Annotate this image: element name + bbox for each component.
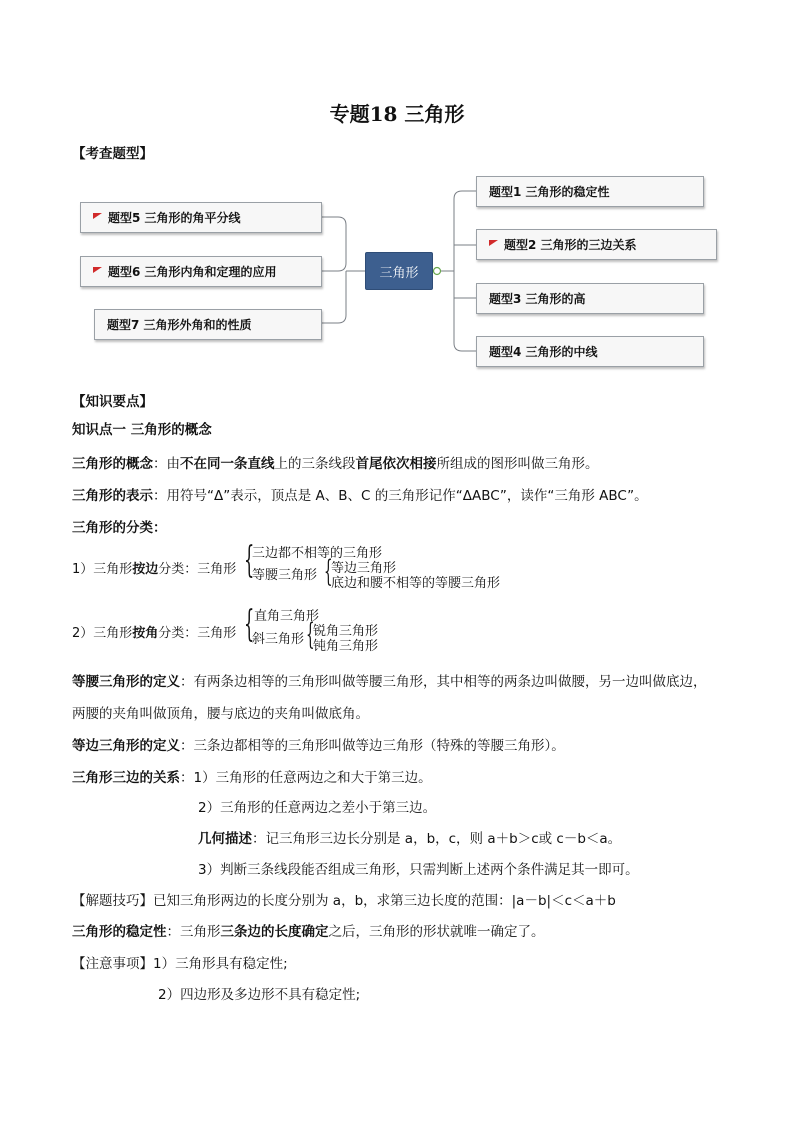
mindmap-node-label: 题型3 三角形的高 xyxy=(489,292,586,306)
isosceles-text: ：有两条边相等的三角形叫做等腰三角形，其中相等的两条边叫做腰，另一边叫做底边， xyxy=(180,674,707,690)
mindmap-node-type5[interactable] xyxy=(80,202,322,233)
stability-emphasis: 三条边的长度确定 xyxy=(220,924,329,940)
sides-label: 三角形三边的关系 xyxy=(72,770,180,786)
stability-line xyxy=(72,920,545,940)
sides-rule-1: ：1）三角形的任意两边之和大于第三边。 xyxy=(180,770,432,786)
concept-text: 所组成的图形叫做三角形。 xyxy=(436,456,599,472)
equilateral-text: ：三条边都相等的三角形叫做等边三角形（特殊的等腰三角形）。 xyxy=(180,738,565,754)
classification-by-sides xyxy=(72,558,236,577)
classification-by-angles xyxy=(72,622,236,641)
class-prefix: 1）三角形 xyxy=(72,562,133,577)
class2-item-b1: 锐角三角形 xyxy=(313,624,379,639)
brace-icon: { xyxy=(244,540,255,581)
mindmap-node-label: 题型2 三角形的三边关系 xyxy=(504,238,637,252)
mindmap-node-label: 题型4 三角形的中线 xyxy=(489,345,598,359)
mindmap-node-label: 题型5 三角形的角平分线 xyxy=(108,211,241,225)
mindmap-node-label: 题型7 三角形外角和的性质 xyxy=(107,318,252,332)
notation-text: ：用符号“Δ”表示，顶点是 A、B、C 的三角形记作“ΔABC”，读作“三角形 ABC”。 xyxy=(153,488,648,504)
stability-label: 三角形的稳定性 xyxy=(72,924,167,940)
concept-text: ：由 xyxy=(153,456,180,472)
concept-emphasis: 不在同一条直线 xyxy=(180,456,275,472)
notes-line xyxy=(72,952,288,972)
mindmap-center-node[interactable]: 三角形 xyxy=(365,252,433,290)
mindmap-node-type4[interactable] xyxy=(476,336,704,367)
class1-item-b1: 等边三角形 xyxy=(331,561,397,576)
isosceles-definition-cont: 两腰的夹角叫做顶角，腰与底边的夹角叫做底角。 xyxy=(72,706,369,722)
brace-icon: { xyxy=(324,554,333,589)
class-suffix: 分类：三角形 xyxy=(158,626,237,641)
sides-rule-2: 2）三角形的任意两边之差小于第三边。 xyxy=(198,800,437,816)
equilateral-label: 等边三角形的定义 xyxy=(72,738,180,754)
section-question-types: 【考查题型】 xyxy=(72,146,153,162)
solving-tip: 【解题技巧】已知三角形两边的长度分别为 a，b，求第三边长度的范围：|a－b|＜c＜a＋b xyxy=(72,893,616,909)
sides-rule-3: 3）判断三条线段能否组成三角形，只需判断上述两个条件满足其一即可。 xyxy=(198,862,639,878)
concept-emphasis: 首尾依次相接 xyxy=(355,456,437,472)
isosceles-label: 等腰三角形的定义 xyxy=(72,674,180,690)
concept-line xyxy=(72,452,599,472)
mindmap-node-type7[interactable] xyxy=(94,309,322,340)
class-bold: 按角 xyxy=(132,626,159,641)
notation-label: 三角形的表示 xyxy=(72,488,153,504)
mindmap-node-type6[interactable] xyxy=(80,256,322,287)
isosceles-definition xyxy=(72,670,707,690)
concept-text: 上的三条线段 xyxy=(274,456,356,472)
knowledge-point-title: 知识点一 三角形的概念 xyxy=(72,422,212,438)
classification-label: 三角形的分类： xyxy=(72,520,167,536)
mindmap-node-label: 题型6 三角形内角和定理的应用 xyxy=(108,265,277,279)
sides-relation xyxy=(72,766,432,786)
flag-icon xyxy=(489,240,498,246)
class1-item-b2: 底边和腰不相等的等腰三角形 xyxy=(331,576,501,591)
notation-line xyxy=(72,484,648,504)
class2-item-b: 斜三角形 xyxy=(252,632,305,647)
stability-text: ：三角形 xyxy=(166,924,221,940)
mindmap-node-type2[interactable] xyxy=(476,229,717,260)
page-title: 专题18 三角形 xyxy=(329,102,465,126)
concept-label: 三角形的概念 xyxy=(72,456,153,472)
flag-icon xyxy=(93,213,102,219)
brace-icon: { xyxy=(244,604,255,645)
class-suffix: 分类：三角形 xyxy=(158,562,237,577)
note-1: 1）三角形具有稳定性; xyxy=(153,956,288,972)
class2-item-b2: 钝角三角形 xyxy=(313,639,379,654)
class1-item-b: 等腰三角形 xyxy=(252,568,318,583)
class-prefix: 2）三角形 xyxy=(72,626,133,641)
stability-text: 之后，三角形的形状就唯一确定了。 xyxy=(328,924,545,940)
flag-icon xyxy=(93,267,102,273)
equilateral-definition xyxy=(72,734,565,754)
geo-text: ：记三角形三边长分别是 a，b，c，则 a＋b＞c或 c－b＜a。 xyxy=(252,831,622,847)
class2-item-a: 直角三角形 xyxy=(254,609,320,624)
class-bold: 按边 xyxy=(132,562,159,577)
section-knowledge: 【知识要点】 xyxy=(72,394,153,410)
notes-label: 【注意事项】 xyxy=(72,956,153,972)
brace-icon: { xyxy=(306,617,315,652)
note-2: 2）四边形及多边形不具有稳定性; xyxy=(158,987,361,1003)
mindmap-node-type3[interactable] xyxy=(476,283,704,314)
class1-item-a: 三边都不相等的三角形 xyxy=(252,546,383,561)
geo-label: 几何描述 xyxy=(198,831,252,847)
geometric-description xyxy=(198,827,621,847)
mindmap-node-label: 题型1 三角形的稳定性 xyxy=(489,185,610,199)
mindmap-node-type1[interactable] xyxy=(476,176,704,207)
